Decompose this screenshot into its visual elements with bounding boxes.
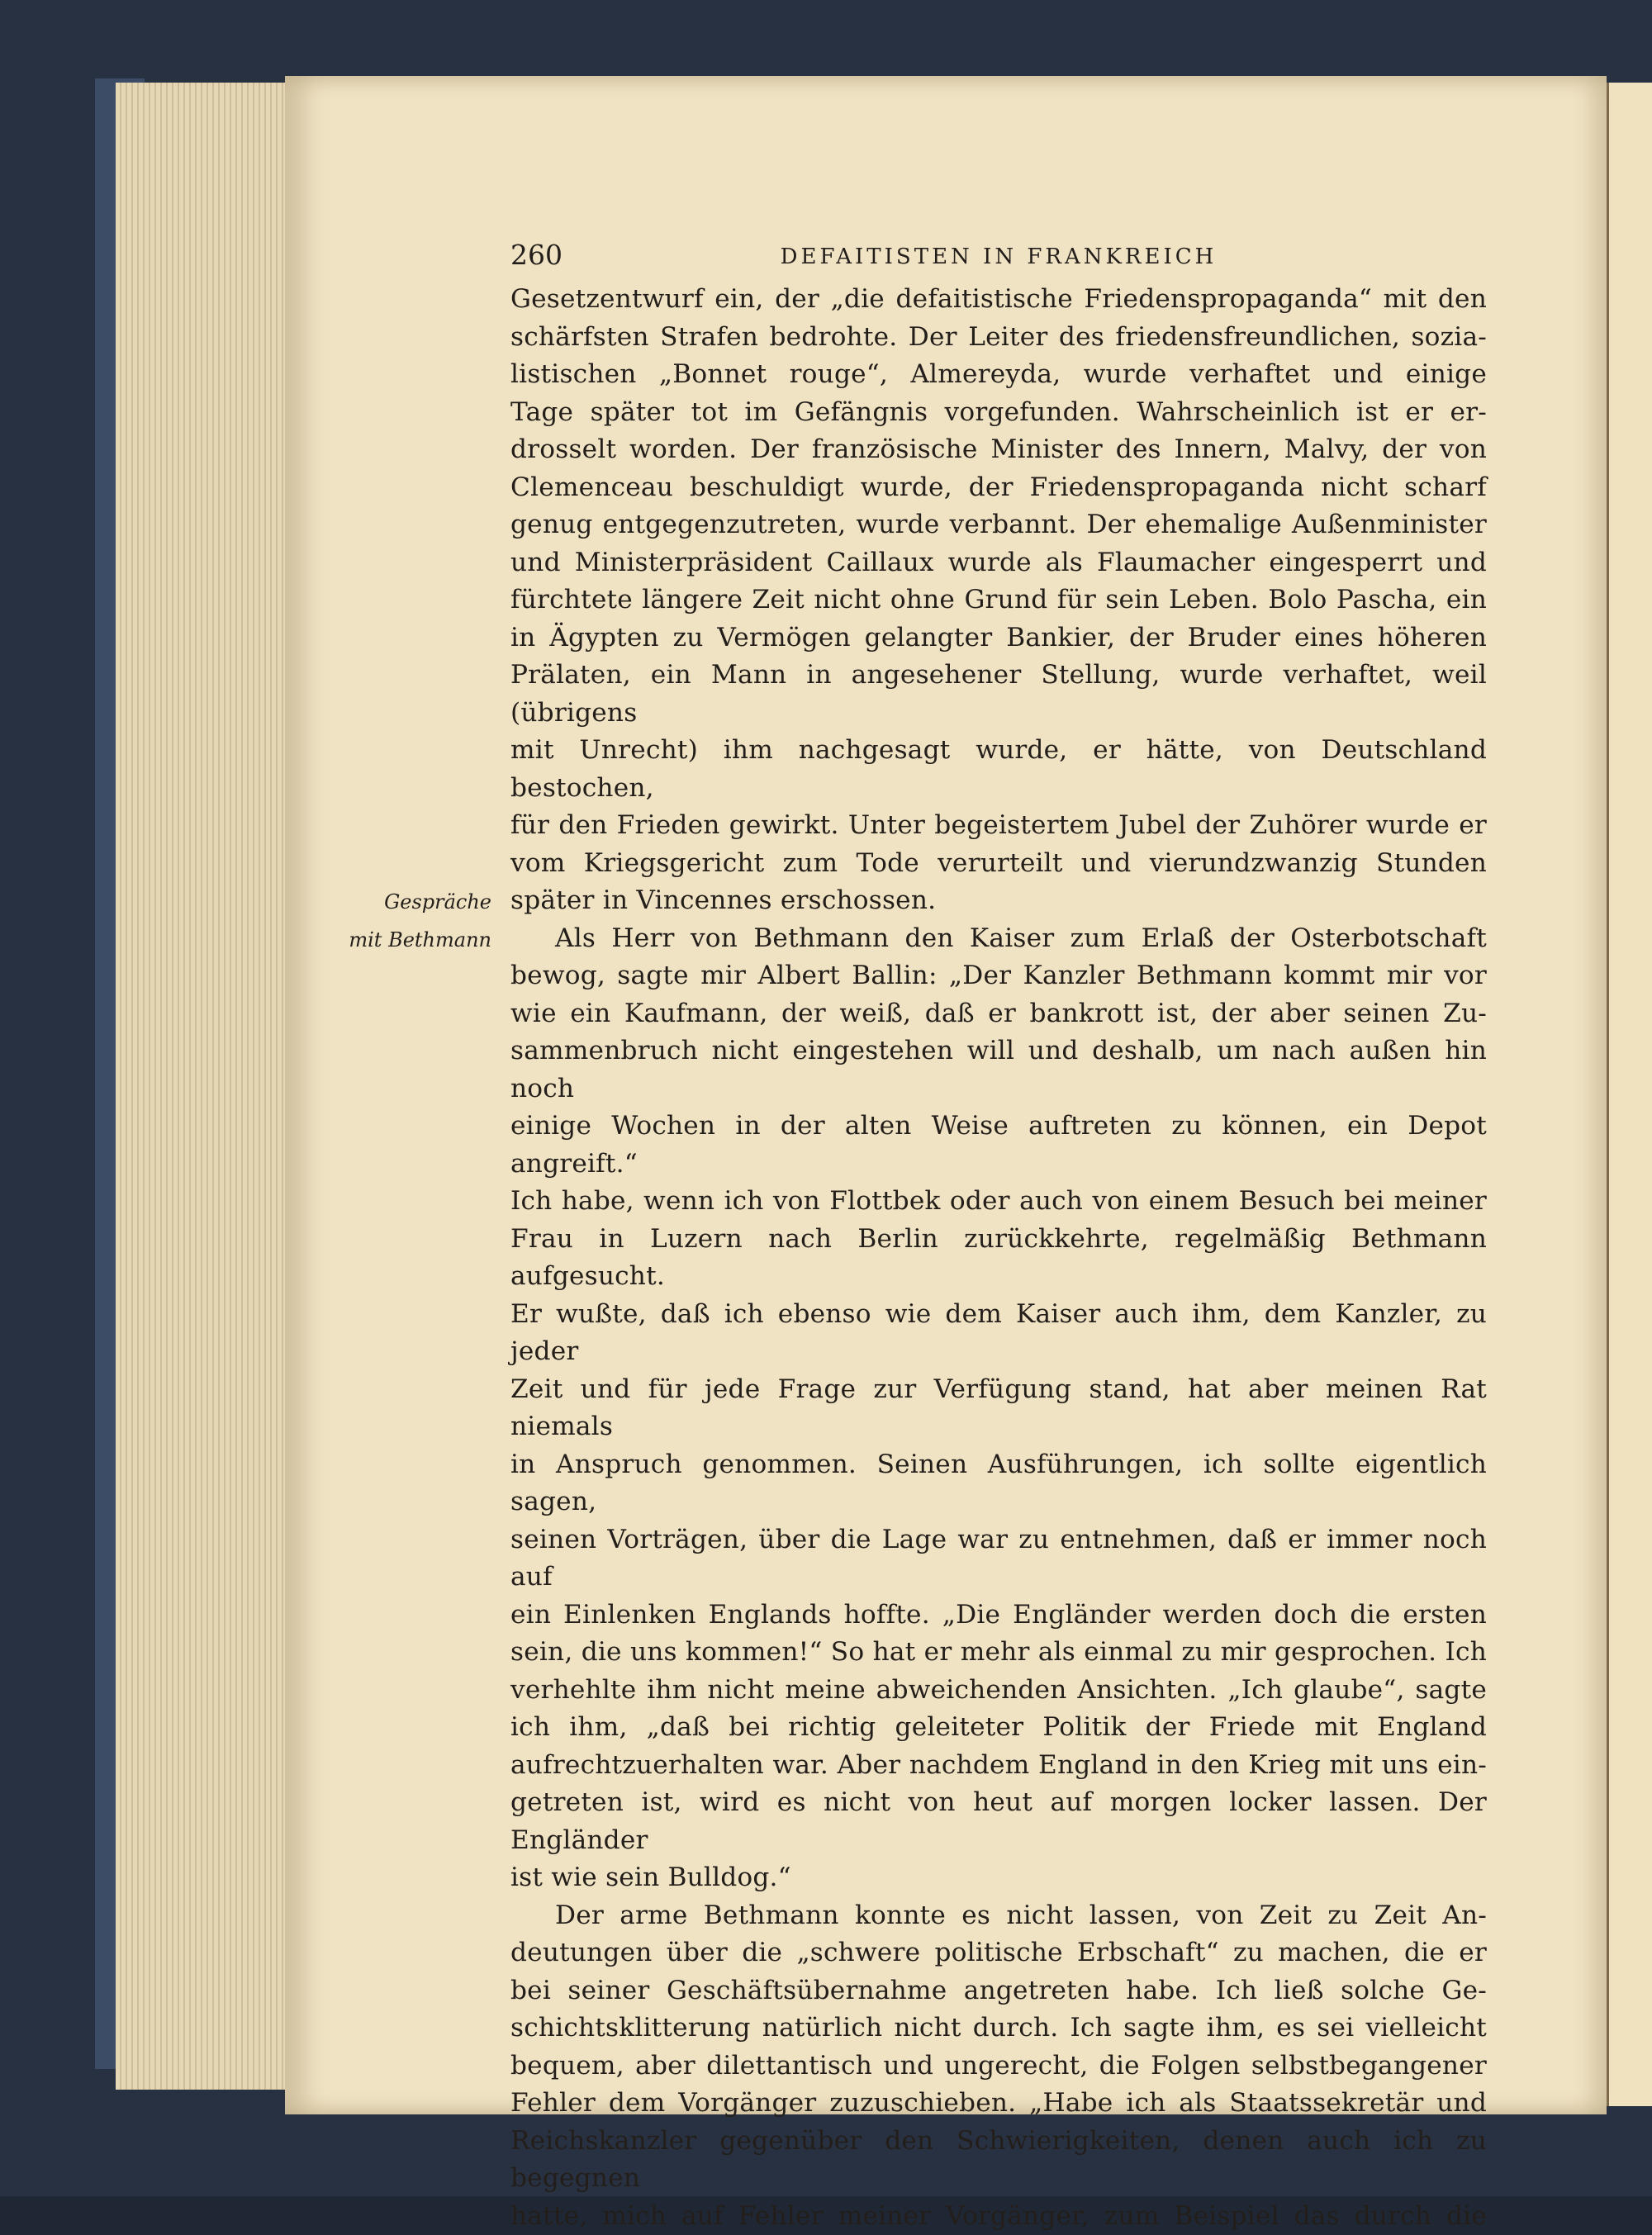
text-line: Reichskanzler gegenüber den Schwierigkeiten, denen auch ich zu begegnen	[510, 2123, 1487, 2198]
text-line: in Ägypten zu Vermögen gelangter Bankier, der Bruder eines höheren	[510, 619, 1487, 657]
text-line: bewog, sagte mir Albert Ballin: „Der Kanzler Bethmann kommt mir vor	[510, 957, 1487, 995]
text-line: sein, die uns kommen!“ So hat er mehr als einmal zu mir gesprochen. Ich	[510, 1634, 1487, 1672]
facing-page-edge	[1607, 83, 1652, 2106]
page-header	[510, 235, 1487, 277]
text-line: Fehler dem Vorgänger zuzuschieben. „Habe ich als Staatssekretär und	[510, 2085, 1487, 2123]
text-line: schichtsklitterung natürlich nicht durch. Ich sagte ihm, es sei vielleicht	[510, 2010, 1487, 2048]
text-line: aufrechtzuerhalten war. Aber nachdem England in den Krieg mit uns ein-	[510, 1747, 1487, 1785]
text-line: schärfsten Strafen bedrohte. Der Leiter des friedensfreundlichen, sozia-	[510, 319, 1487, 357]
text-line: seinen Vorträgen, über die Lage war zu entnehmen, daß er immer noch auf	[510, 1521, 1487, 1597]
text-line: deutungen über die „schwere politische Erbschaft“ zu machen, die er	[510, 1934, 1487, 1972]
text-line: und Ministerpräsident Caillaux wurde als Flaumacher eingesperrt und	[510, 544, 1487, 582]
text-line: ein Einlenken Englands hoffte. „Die Engländer werden doch die ersten	[510, 1597, 1487, 1635]
text-line: hatte, mich auf Fehler meiner Vorgänger, zum Beispiel das durch die	[510, 2198, 1487, 2235]
text-line: mit Unrecht) ihm nachgesagt wurde, er hätte, von Deutschland bestochen,	[510, 732, 1487, 807]
text-line: ist wie sein Bulldog.“	[510, 1859, 1487, 1897]
margin-note-line: Gespräche	[326, 884, 491, 922]
text-line: einige Wochen in der alten Weise auftreten zu können, ein Depot angreift.“	[510, 1108, 1487, 1183]
margin-note-line: mit Bethmann	[326, 922, 491, 960]
text-line: für den Frieden gewirkt. Unter begeistertem Jubel der Zuhörer wurde er	[510, 807, 1487, 845]
text-line: verhehlte ihm nicht meine abweichenden Ansichten. „Ich glaube“, sagte	[510, 1672, 1487, 1710]
text-line: Gesetzentwurf ein, der „die defaitistische Friedenspropaganda“ mit den	[510, 281, 1487, 319]
text-line: vom Kriegsgericht zum Tode verurteilt und vierundzwanzig Stunden	[510, 845, 1487, 883]
paragraph	[510, 281, 1487, 920]
paragraph	[510, 920, 1487, 1897]
text-line: in Anspruch genommen. Seinen Ausführungen, ich sollte eigentlich sagen,	[510, 1446, 1487, 1521]
text-line: Tage später tot im Gefängnis vorgefunden. Wahrscheinlich ist er er-	[510, 394, 1487, 432]
text-line: Der arme Bethmann konnte es nicht lassen, von Zeit zu Zeit An-	[510, 1897, 1487, 1935]
text-line: fürchtete längere Zeit nicht ohne Grund für sein Leben. Bolo Pascha, ein	[510, 581, 1487, 619]
text-line: drosselt worden. Der französische Minister des Innern, Malvy, der von	[510, 431, 1487, 469]
text-line: bequem, aber dilettantisch und ungerecht, die Folgen selbstbegangener	[510, 2048, 1487, 2086]
text-line: ich ihm, „daß bei richtig geleiteter Politik der Friede mit England	[510, 1709, 1487, 1747]
text-line: Zeit und für jede Frage zur Verfügung stand, hat aber meinen Rat niemals	[510, 1371, 1487, 1446]
page-edges-stack	[116, 83, 306, 2090]
text-line: später in Vincennes erschossen.	[510, 882, 1487, 920]
text-line: bei seiner Geschäftsübernahme angetreten habe. Ich ließ solche Ge-	[510, 1972, 1487, 2010]
text-line: getreten ist, wird es nicht von heut auf morgen locker lassen. Der Engländer	[510, 1784, 1487, 1859]
text-line: listischen „Bonnet rouge“, Almereyda, wurde verhaftet und einige	[510, 356, 1487, 394]
text-line: genug entgegenzutreten, wurde verbannt. Der ehemalige Außenminister	[510, 506, 1487, 544]
text-line: wie ein Kaufmann, der weiß, daß er bankrott ist, der aber seinen Zu-	[510, 995, 1487, 1033]
text-line: Ich habe, wenn ich von Flottbek oder auch von einem Besuch bei meiner	[510, 1183, 1487, 1221]
text-line: Er wußte, daß ich ebenso wie dem Kaiser auch ihm, dem Kanzler, zu jeder	[510, 1296, 1487, 1371]
text-line: Prälaten, ein Mann in angesehener Stellung, wurde verhaftet, weil (übrigens	[510, 657, 1487, 732]
body-text	[510, 281, 1487, 2235]
paragraph	[510, 1897, 1487, 2235]
text-line: Clemenceau beschuldigt wurde, der Friedenspropaganda nicht scharf	[510, 469, 1487, 507]
page-number: 260	[510, 235, 563, 275]
margin-note	[326, 884, 491, 959]
running-title: DEFAITISTEN IN FRANKREICH	[510, 237, 1487, 277]
text-line: Als Herr von Bethmann den Kaiser zum Erlaß der Osterbotschaft	[510, 920, 1487, 958]
text-line: sammenbruch nicht eingestehen will und deshalb, um nach außen hin noch	[510, 1032, 1487, 1108]
text-line: Frau in Luzern nach Berlin zurückkehrte, regelmäßig Bethmann aufgesucht.	[510, 1221, 1487, 1296]
